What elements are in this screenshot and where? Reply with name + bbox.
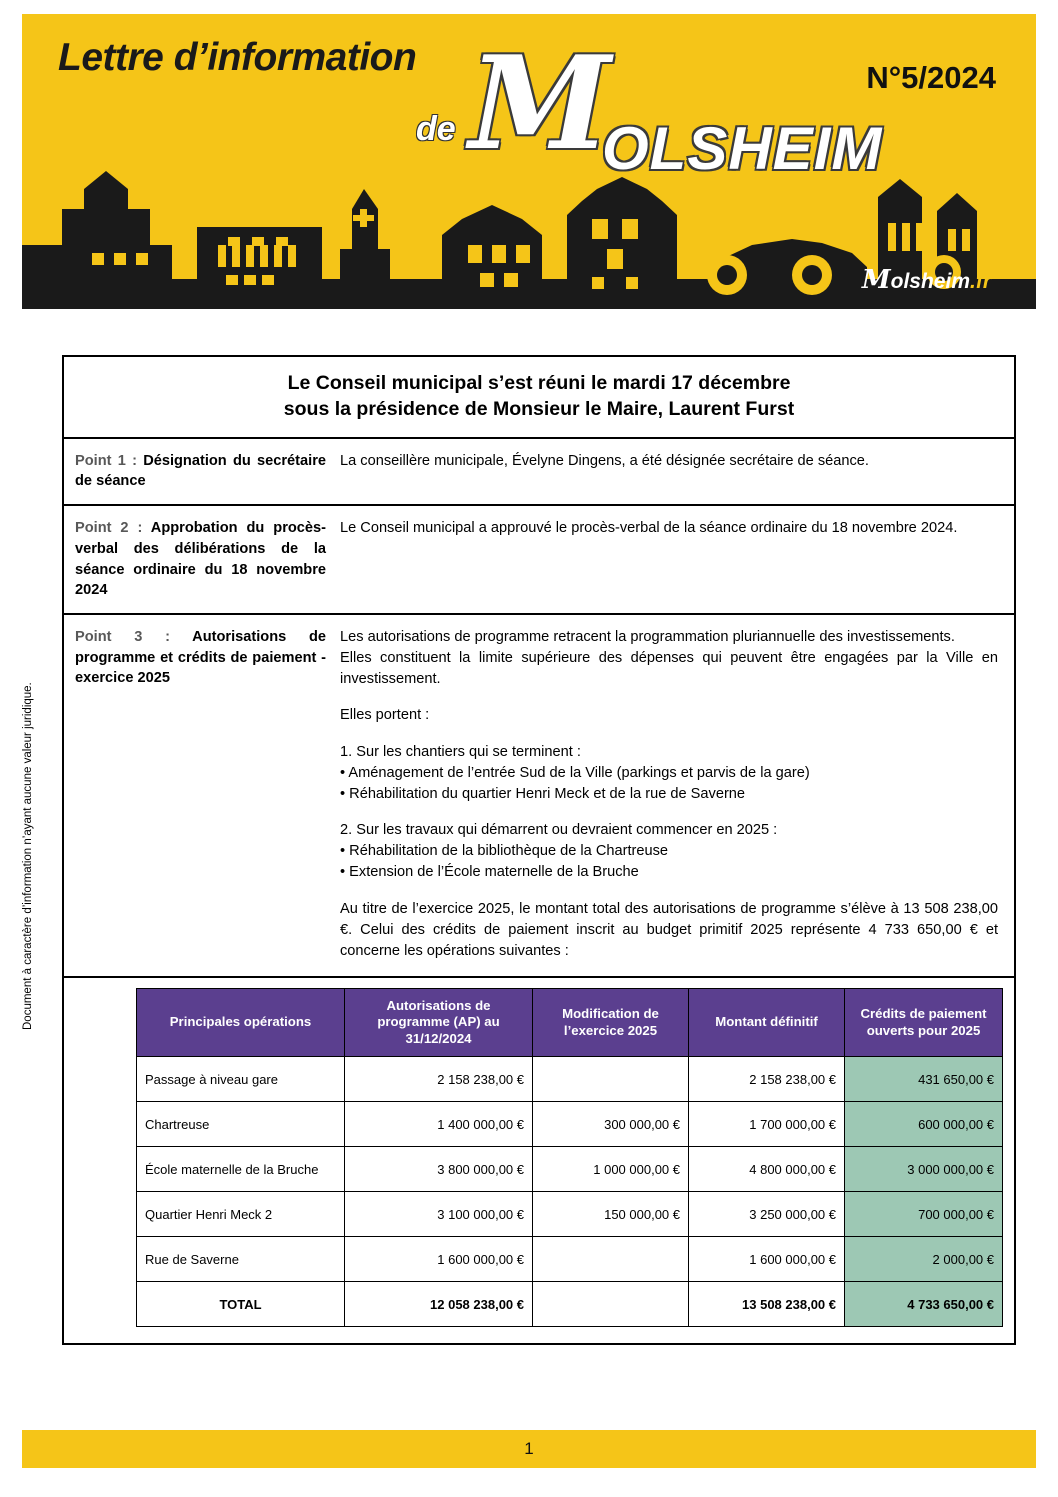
point-3-para-3: Elles portent : xyxy=(340,707,430,724)
cell-operation-name: Chartreuse xyxy=(137,1102,345,1147)
point-3-title: Autorisations de programme et crédits de paiement - exercice 2025 xyxy=(75,628,327,687)
legal-side-note: Document à caractère d’information n’ayant aucune valeur juridique. xyxy=(22,682,34,1030)
cell-total-label: TOTAL xyxy=(137,1282,345,1327)
cell-operation-name: Passage à niveau gare xyxy=(137,1057,345,1102)
cell-modification: 1 000 000,00 € xyxy=(533,1147,689,1192)
cell-credits-paiement: 3 000 000,00 € xyxy=(845,1147,1003,1192)
cell-montant-definitif: 4 800 000,00 € xyxy=(689,1147,845,1192)
point-3-body xyxy=(336,615,1014,976)
point-1-body xyxy=(336,439,1014,504)
table-row xyxy=(137,1147,1003,1192)
point-3-list1-title: 1. Sur les chantiers qui se terminent : xyxy=(340,743,581,760)
point-2-paragraph: Le Conseil municipal a approuvé le procès-verbal de la séance ordinaire du 18 novembre 2024. xyxy=(340,520,958,537)
point-2-body xyxy=(336,506,1014,613)
cell-total-credits-paiement: 4 733 650,00 € xyxy=(845,1282,1003,1327)
url-tld: .fr xyxy=(970,270,991,293)
ap-table-wrapper xyxy=(64,978,1014,1344)
cell-montant-definitif: 2 158 238,00 € xyxy=(689,1057,845,1102)
table-total-row xyxy=(137,1282,1003,1327)
point-2-label xyxy=(64,506,336,613)
website-url xyxy=(862,265,991,295)
point-1-prefix: Point 1 : xyxy=(75,452,144,469)
point-3-list1-item-2: • Réhabilitation du quartier Henri Meck et de la rue de Saverne xyxy=(340,785,746,802)
point-3-list2-item-2: • Extension de l’École maternelle de la Bruche xyxy=(340,864,639,881)
cell-credits-paiement: 600 000,00 € xyxy=(845,1102,1003,1147)
logo-olsheim-text: OLSHEIM xyxy=(602,115,883,182)
cell-modification xyxy=(533,1057,689,1102)
issue-number: N°5/2024 xyxy=(866,60,996,95)
point-row-1 xyxy=(64,439,1014,506)
col-header-operations: Principales opérations xyxy=(137,988,345,1057)
point-2-title: Approbation du procès-verbal des délibérations de la séance ordinaire du 18 novembre 2024 xyxy=(75,520,326,599)
header-banner xyxy=(22,14,1036,309)
cell-operation-name: École maternelle de la Bruche xyxy=(137,1147,345,1192)
logo-de-text: de xyxy=(416,110,456,148)
point-1-paragraph: La conseillère municipale, Évelyne Dingens, a été désignée secrétaire de séance. xyxy=(340,452,869,469)
point-3-label xyxy=(64,615,336,976)
cell-total-ap: 12 058 238,00 € xyxy=(345,1282,533,1327)
table-row xyxy=(137,1057,1003,1102)
table-row xyxy=(137,1237,1003,1282)
cell-ap: 1 400 000,00 € xyxy=(345,1102,533,1147)
table-row xyxy=(137,1192,1003,1237)
point-3-list2-item-1: • Réhabilitation de la bibliothèque de la Chartreuse xyxy=(340,843,669,860)
point-row-2 xyxy=(64,506,1014,615)
cell-modification: 150 000,00 € xyxy=(533,1192,689,1237)
cell-ap: 3 800 000,00 € xyxy=(345,1147,533,1192)
logo-m-letter: M xyxy=(469,29,611,179)
url-rest: olsheim xyxy=(890,270,970,293)
cell-modification xyxy=(533,1237,689,1282)
point-1-label xyxy=(64,439,336,504)
cell-montant-definitif: 1 600 000,00 € xyxy=(689,1237,845,1282)
cell-ap: 2 158 238,00 € xyxy=(345,1057,533,1102)
cell-ap: 1 600 000,00 € xyxy=(345,1237,533,1282)
cell-credits-paiement: 700 000,00 € xyxy=(845,1192,1003,1237)
point-2-prefix: Point 2 : xyxy=(75,520,151,537)
point-3-para-2: Elles constituent la limite supérieure des dépenses qui peuvent être engagées par la Ville en investissement. xyxy=(340,650,998,688)
url-m-letter: M xyxy=(861,265,891,295)
footer-bar xyxy=(22,1430,1036,1468)
point-3-list1-item-1: • Aménagement de l’entrée Sud de la Ville (parkings et parvis de la gare) xyxy=(340,764,810,781)
cell-modification: 300 000,00 € xyxy=(533,1102,689,1147)
cell-total-montant-definitif: 13 508 238,00 € xyxy=(689,1282,845,1327)
cell-montant-definitif: 1 700 000,00 € xyxy=(689,1102,845,1147)
header-line-1: Le Conseil municipal s’est réuni le mardi 17 décembre xyxy=(287,372,791,394)
point-3-para-1: Les autorisations de programme retracent la programmation pluriannuelle des investissements. xyxy=(340,628,955,645)
cell-credits-paiement: 2 000,00 € xyxy=(845,1237,1003,1282)
main-content-box xyxy=(62,355,1016,1345)
col-header-modification: Modification de l’exercice 2025 xyxy=(533,988,689,1057)
page-number: 1 xyxy=(524,1439,534,1458)
table-header-row xyxy=(137,988,1003,1057)
col-header-ap: Autorisations de programme (AP) au 31/12/2024 xyxy=(345,988,533,1057)
cell-total-modification xyxy=(533,1282,689,1327)
cell-operation-name: Rue de Saverne xyxy=(137,1237,345,1282)
col-header-montant-definitif: Montant définitif xyxy=(689,988,845,1057)
point-3-para-closing: Au titre de l’exercice 2025, le montant total des autorisations de programme s’élève à 13 508 238,00 €. Celui des crédits de paiement inscrit au budget primitif 2025 représente 4 733 650,00 € et concerne les opérations suivantes : xyxy=(340,900,998,959)
point-row-3 xyxy=(64,615,1014,978)
cell-montant-definitif: 3 250 000,00 € xyxy=(689,1192,845,1237)
cell-operation-name: Quartier Henri Meck 2 xyxy=(137,1192,345,1237)
point-1-title: Désignation du secrétaire de séance xyxy=(75,452,326,490)
table-row xyxy=(137,1102,1003,1147)
point-3-prefix: Point 3 : xyxy=(75,628,193,645)
header-line-2: sous la présidence de Monsieur le Maire, Laurent Furst xyxy=(283,398,795,421)
cell-ap: 3 100 000,00 € xyxy=(345,1192,533,1237)
point-3-list2-title: 2. Sur les travaux qui démarrent ou devraient commencer en 2025 : xyxy=(340,822,778,839)
authorizations-table xyxy=(136,988,1003,1328)
newsletter-title: Lettre d’information xyxy=(58,36,417,79)
cell-credits-paiement: 431 650,00 € xyxy=(845,1057,1003,1102)
council-meeting-header xyxy=(64,357,1014,439)
col-header-credits-paiement: Crédits de paiement ouverts pour 2025 xyxy=(845,988,1003,1057)
